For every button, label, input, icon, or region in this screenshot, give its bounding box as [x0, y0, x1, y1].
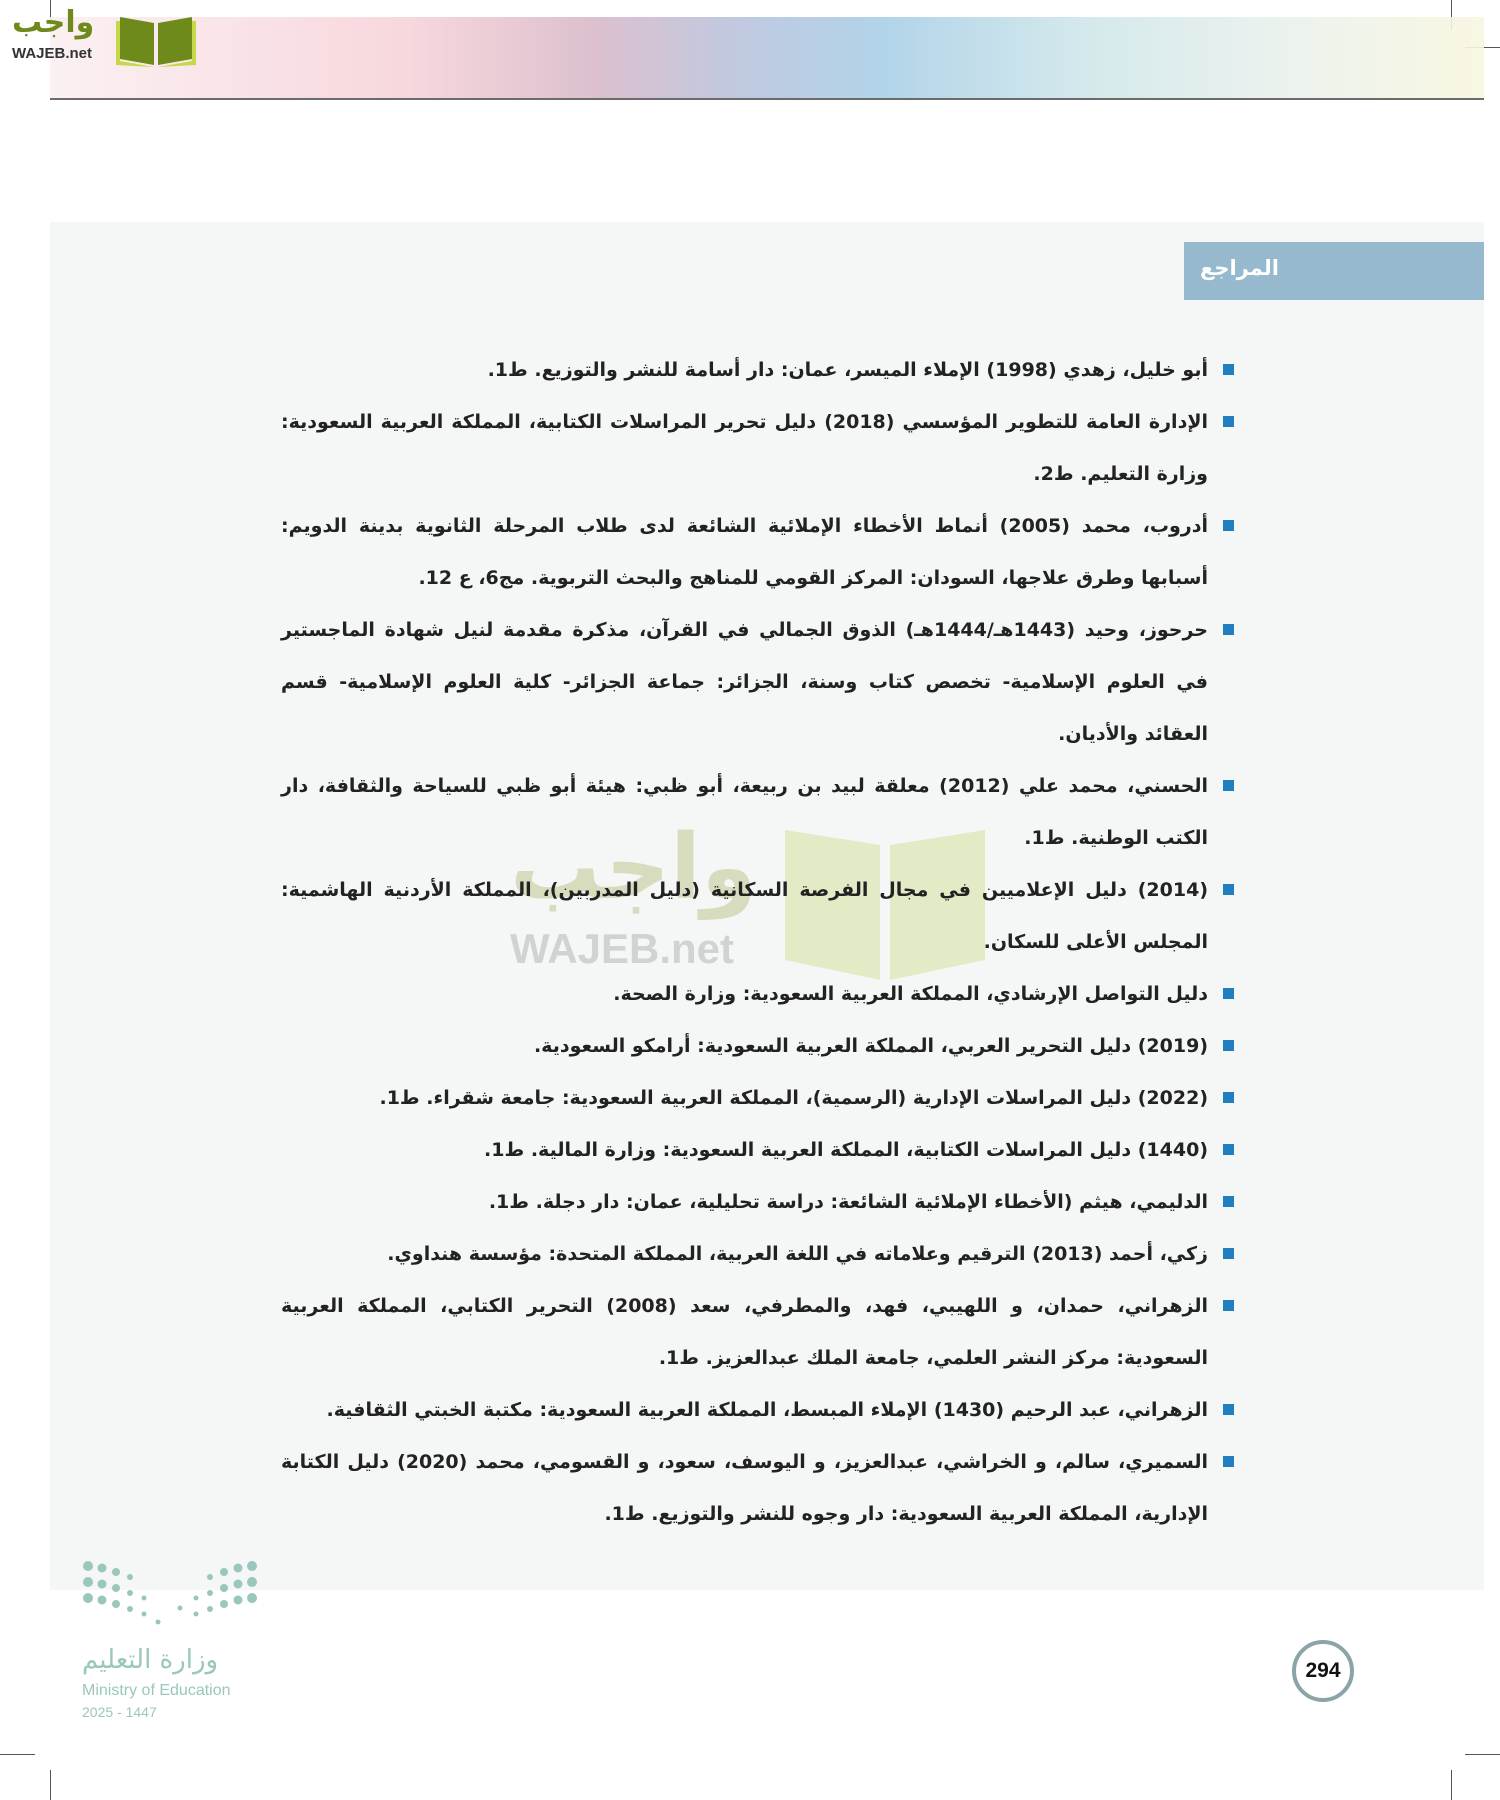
references-list: [281, 344, 1208, 1540]
logo-arabic: واجب: [12, 5, 95, 40]
bullet-icon: [1223, 1196, 1234, 1207]
reference-item: الحسني، محمد علي (2012) معلقة لبيد بن ربيعة، أبو ظبي: هيئة أبو ظبي للسياحة والثقافة، دار الكتب الوطنية. ط1.: [281, 760, 1208, 864]
reference-item: (2022) دليل المراسلات الإدارية (الرسمية)، المملكة العربية السعودية: جامعة شقراء. ط1.: [281, 1072, 1208, 1124]
bullet-icon: [1223, 1040, 1234, 1051]
reference-item: دليل التواصل الإرشادي، المملكة العربية السعودية: وزارة الصحة.: [281, 968, 1208, 1020]
wajeb-logo[interactable]: [10, 5, 190, 65]
reference-item: (2014) دليل الإعلاميين في مجال الفرصة السكانية (دليل المدربين)، المملكة الأردنية الهاشمية: المجلس الأعلى للسكان.: [281, 864, 1208, 968]
bullet-icon: [1223, 520, 1234, 531]
bullet-icon: [1223, 364, 1234, 375]
header-divider: [50, 98, 1484, 100]
reference-item: حرحوز، وحيد (1443هـ/1444هـ) الذوق الجمالي في القرآن، مذكرة مقدمة لنيل شهادة الماجستير في العلوم الإسلامية- تخصص كتاب وسنة، الجزائر: جماعة الجزائر- كلية العلوم الإسلامية- قسم العقائد والأديان.: [281, 604, 1208, 760]
bullet-icon: [1223, 1092, 1234, 1103]
reference-item: الدليمي، هيثم (الأخطاء الإملائية الشائعة: دراسة تحليلية، عمان: دار دجلة. ط1.: [281, 1176, 1208, 1228]
bullet-icon: [1223, 884, 1234, 895]
ministry-logo: [80, 1560, 280, 1730]
reference-item: الزهراني، عبد الرحيم (1430) الإملاء المبسط، المملكة العربية السعودية: مكتبة الخبتي الثقافية.: [281, 1384, 1208, 1436]
bullet-icon: [1223, 1456, 1234, 1467]
watermark-english: WAJEB.net: [510, 925, 735, 972]
section-title: المراجع: [1200, 256, 1279, 280]
bullet-icon: [1223, 780, 1234, 791]
crop-mark: [50, 1770, 51, 1800]
bullet-icon: [1223, 1248, 1234, 1259]
crop-mark: [0, 1754, 35, 1755]
reference-item: الزهراني، حمدان، و اللهيبي، فهد، والمطرفي، سعد (2008) التحرير الكتابي، المملكة العربية السعودية: مركز النشر العلمي، جامعة الملك عبدالعزيز. ط1.: [281, 1280, 1208, 1384]
reference-item: (1440) دليل المراسلات الكتابية، المملكة العربية السعودية: وزارة المالية. ط1.: [281, 1124, 1208, 1176]
edition-year: 2025 - 1447: [82, 1704, 157, 1720]
reference-item: الإدارة العامة للتطوير المؤسسي (2018) دليل تحرير المراسلات الكتابية، المملكة العربية السعودية: وزارة التعليم. ط2.: [281, 396, 1208, 500]
book-icon: [116, 9, 196, 67]
bullet-icon: [1223, 1144, 1234, 1155]
reference-item: السميري، سالم، و الخراشي، عبدالعزيز، و اليوسف، سعود، و القسومي، محمد (2020) دليل الكتابة الإدارية، المملكة العربية السعودية: دار وجوه للنشر والتوزيع. ط1.: [281, 1436, 1208, 1540]
reference-item: أدروب، محمد (2005) أنماط الأخطاء الإملائية الشائعة لدى طلاب المرحلة الثانوية بدينة الدويم: أسبابها وطرق علاجها، السودان: المركز القومي للمناهج والبحث التربوية. مج6، ع 12.: [281, 500, 1208, 604]
crop-mark: [1451, 1770, 1452, 1800]
header-banner: [50, 17, 1484, 99]
reference-item: (2019) دليل التحرير العربي، المملكة العربية السعودية: أرامكو السعودية.: [281, 1020, 1208, 1072]
crop-mark: [1465, 1754, 1500, 1755]
bullet-icon: [1223, 1300, 1234, 1311]
logo-english: WAJEB.net: [12, 45, 93, 62]
reference-item: أبو خليل، زهدي (1998) الإملاء الميسر، عمان: دار أسامة للنشر والتوزيع. ط1.: [281, 344, 1208, 396]
watermark-arabic: واجب: [510, 815, 757, 920]
bullet-icon: [1223, 416, 1234, 427]
ministry-name-arabic: وزارة التعليم: [82, 1645, 219, 1675]
ministry-dots-icon: [80, 1560, 270, 1630]
section-title-box: [1184, 242, 1484, 300]
ministry-name-english: Ministry of Education: [82, 1682, 231, 1699]
bullet-icon: [1223, 624, 1234, 635]
reference-item: زكي، أحمد (2013) الترقيم وعلاماته في اللغة العربية، المملكة المتحدة: مؤسسة هنداوي.: [281, 1228, 1208, 1280]
page-number: 294: [1292, 1640, 1354, 1702]
bullet-icon: [1223, 988, 1234, 999]
bullet-icon: [1223, 1404, 1234, 1415]
